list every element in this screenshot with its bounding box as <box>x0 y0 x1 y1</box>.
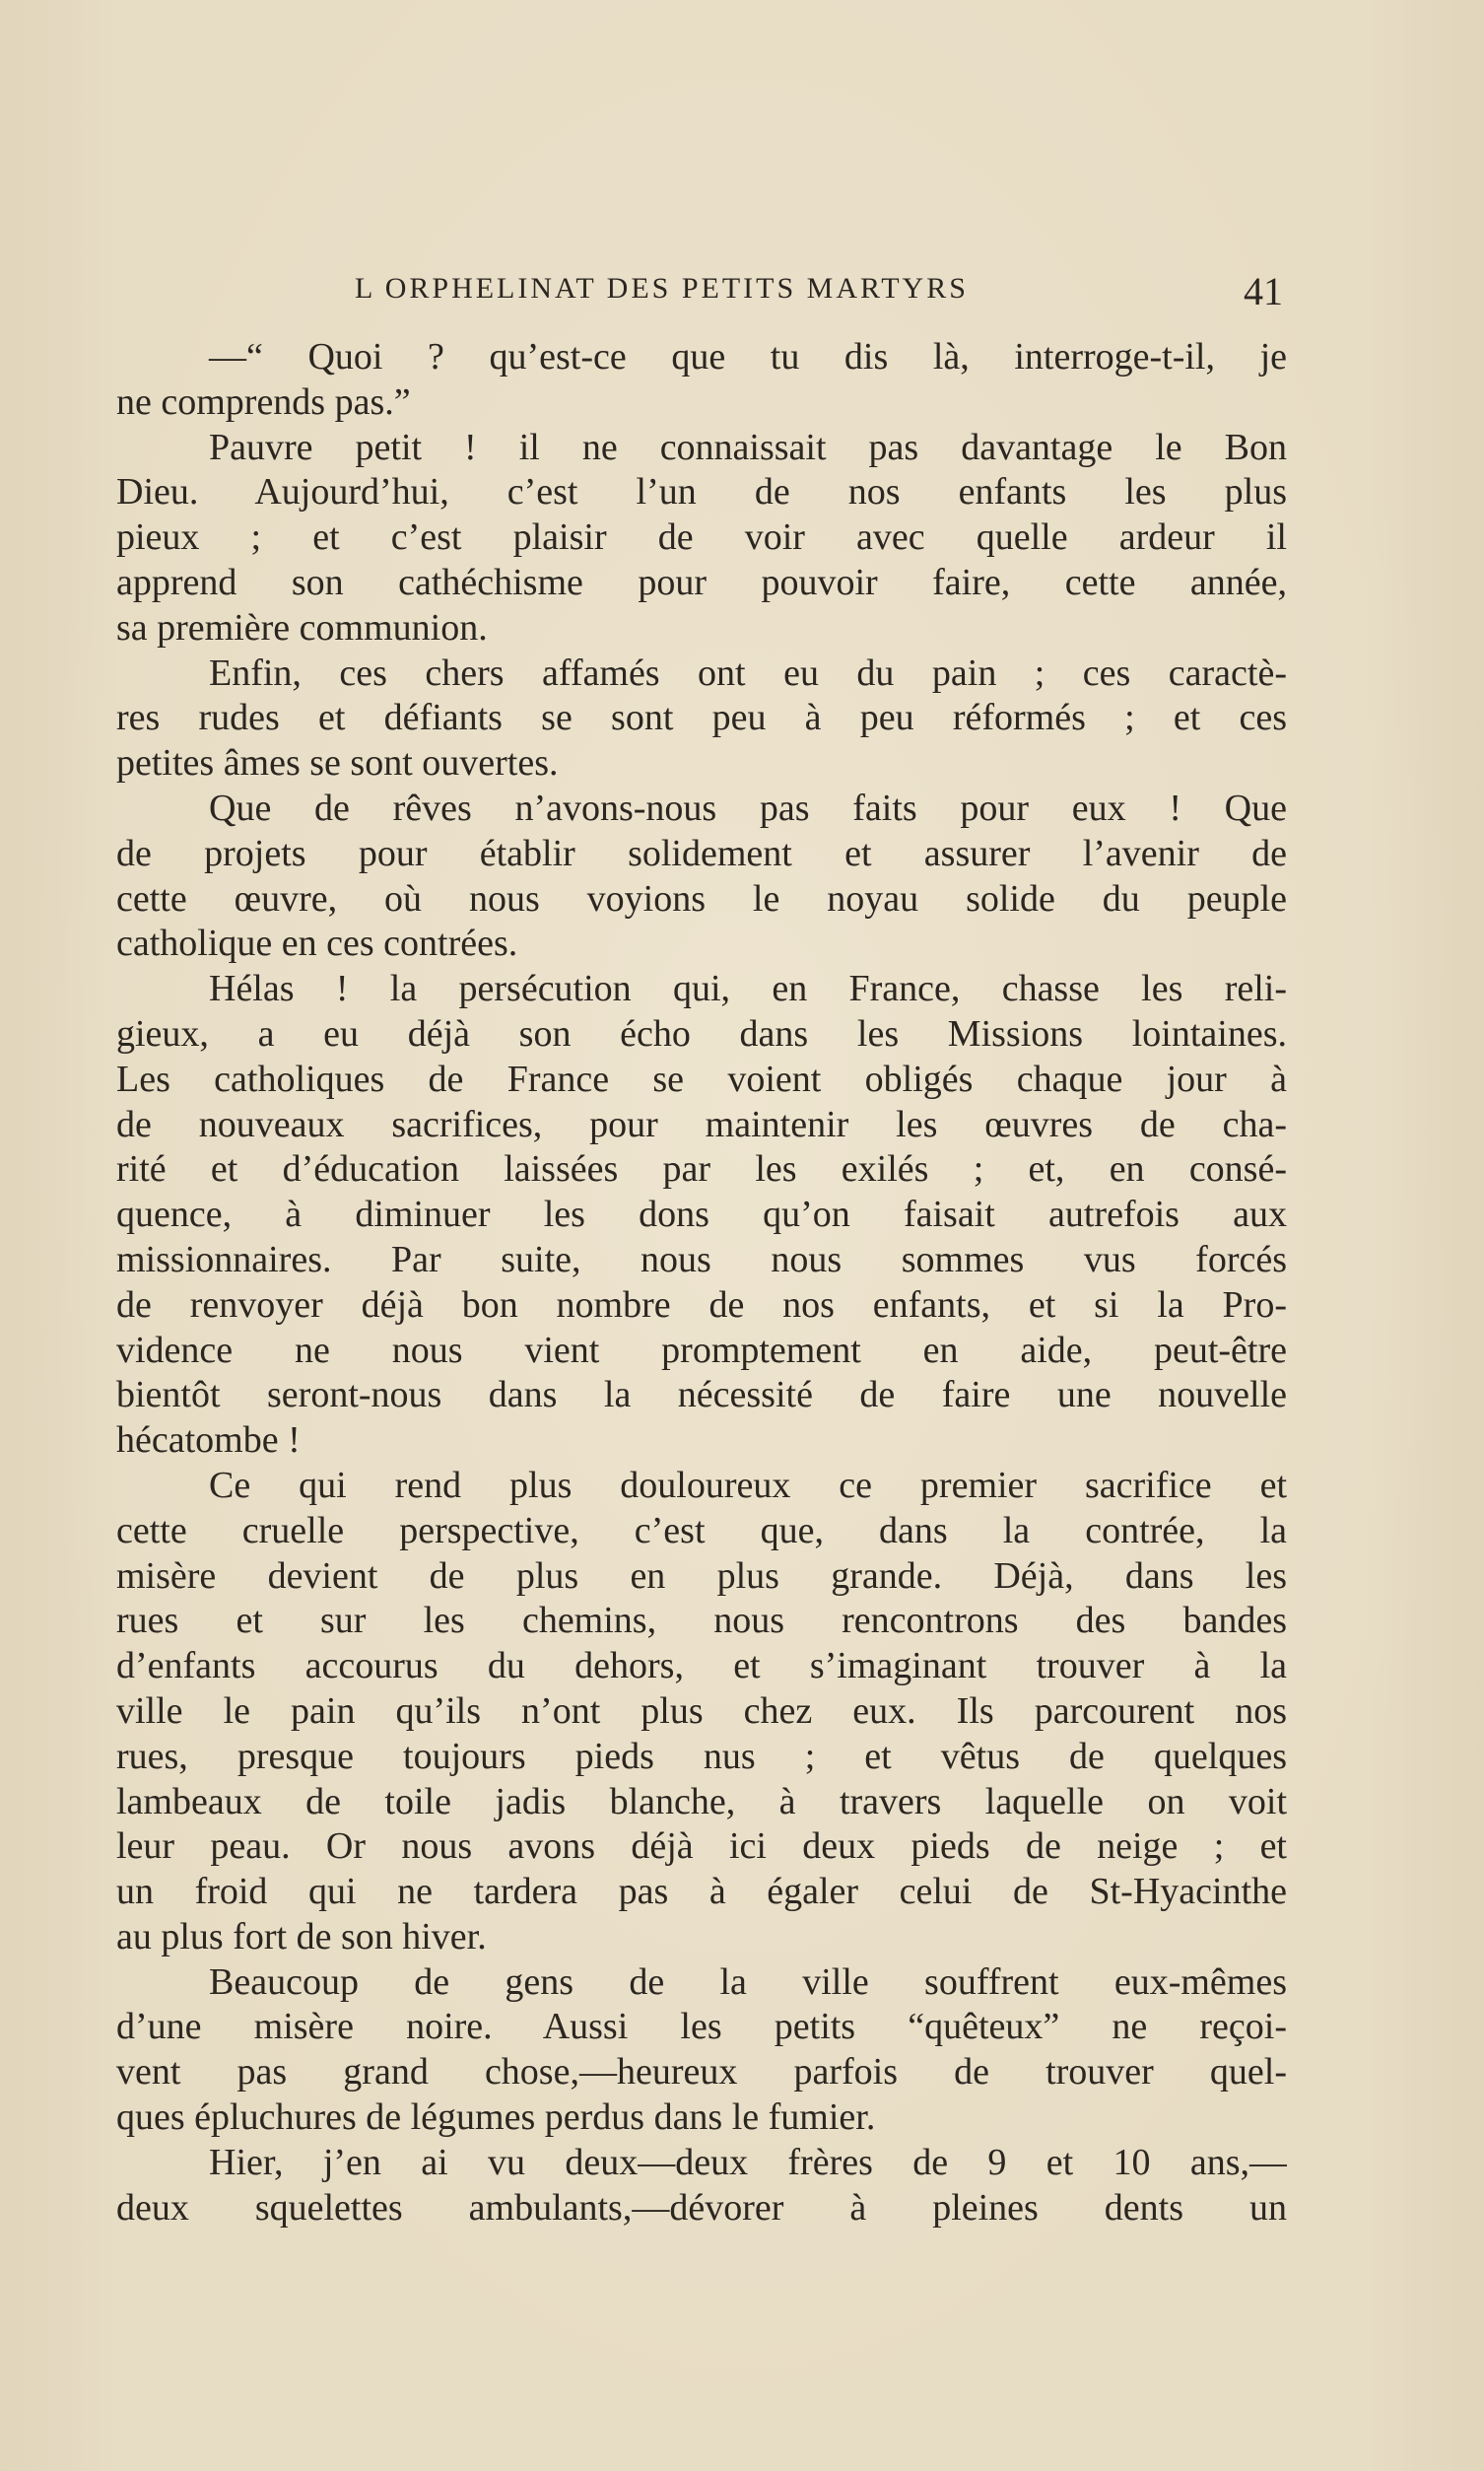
text-line: missionnaires. Par suite, nous nous sommes vus forcés <box>116 1238 1287 1280</box>
text-line: au plus fort de son hiver. <box>116 1915 487 1957</box>
text-line: quence, à diminuer les dons qu’on faisait autrefois aux <box>116 1194 1287 1236</box>
running-title: L ORPHELINAT DES PETITS MARTYRS <box>355 272 969 305</box>
text-line: vidence ne nous vient promptement en aide, peut-être <box>116 1329 1287 1371</box>
body-text <box>116 335 1287 2231</box>
text-line: —“ Quoi ? qu’est-ce que tu dis là, interroge-t-il, je <box>209 336 1287 378</box>
text-line: catholique en ces contrées. <box>116 923 518 965</box>
text-line: res rudes et défiants se sont peu à peu réformés ; et ces <box>116 697 1287 739</box>
text-line: leur peau. Or nous avons déjà ici deux pieds de neige ; et <box>116 1825 1287 1868</box>
text-line: petites âmes se sont ouvertes. <box>116 742 559 785</box>
text-line: Que de rêves n’avons-nous pas faits pour eux ! Que <box>209 787 1287 829</box>
text-line: Beaucoup de gens de la ville souffrent eux-mêmes <box>209 1960 1287 2003</box>
text-line: ques épluchures de légumes perdus dans le fumier. <box>116 2096 876 2139</box>
text-line: Pauvre petit ! il ne connaissait pas davantage le Bon <box>209 426 1287 468</box>
text-line: deux squelettes ambulants,—dévorer à pleines dents un <box>116 2186 1287 2229</box>
text-line: bientôt seront-nous dans la nécessité de faire une nouvelle <box>116 1374 1287 1416</box>
text-line: misère devient de plus en plus grande. Déjà, dans les <box>116 1554 1287 1597</box>
text-line: rues et sur les chemins, nous rencontrons des bandes <box>116 1600 1287 1642</box>
text-line: rues, presque toujours pieds nus ; et vêtus de quelques <box>116 1735 1287 1777</box>
page-number: 41 <box>1244 269 1283 313</box>
text-line: de nouveaux sacrifices, pour maintenir les œuvres de cha- <box>116 1103 1287 1145</box>
text-line: Dieu. Aujourd’hui, c’est l’un de nos enfants les plus <box>116 471 1287 514</box>
text-line: ne comprends pas.” <box>116 380 411 423</box>
text-line: lambeaux de toile jadis blanche, à travers laquelle on voit <box>116 1780 1287 1822</box>
text-line: sa première communion. <box>116 606 488 649</box>
text-line: cette cruelle perspective, c’est que, dans la contrée, la <box>116 1509 1287 1551</box>
text-line: Hier, j’en ai vu deux—deux frères de 9 et 10 ans,— <box>209 2141 1287 2183</box>
text-line: un froid qui ne tardera pas à égaler celui de St-Hyacinthe <box>116 1871 1287 1913</box>
text-line: Hélas ! la persécution qui, en France, chasse les reli- <box>209 968 1287 1010</box>
text-line: rité et d’éducation laissées par les exilés ; et, en consé- <box>116 1148 1287 1191</box>
text-line: apprend son cathéchisme pour pouvoir faire, cette année, <box>116 561 1287 603</box>
text-line: vent pas grand chose,—heureux parfois de trouver quel- <box>116 2051 1287 2093</box>
text-line: cette œuvre, où nous voyions le noyau solide du peuple <box>116 877 1287 920</box>
text-line: Ce qui rend plus douloureux ce premier sacrifice et <box>209 1464 1287 1506</box>
text-line: de projets pour établir solidement et assurer l’avenir de <box>116 832 1287 874</box>
text-line: hécatombe ! <box>116 1419 301 1462</box>
text-line: Enfin, ces chers affamés ont eu du pain ; ces caractè- <box>209 652 1287 694</box>
text-line: d’une misère noire. Aussi les petits “quêteux” ne reçoi- <box>116 2006 1287 2048</box>
text-line: Les catholiques de France se voient obligés chaque jour à <box>116 1058 1287 1100</box>
text-line: de renvoyer déjà bon nombre de nos enfants, et si la Pro- <box>116 1283 1287 1326</box>
text-line: pieux ; et c’est plaisir de voir avec quelle ardeur il <box>116 516 1287 559</box>
text-line: d’enfants accourus du dehors, et s’imaginant trouver à la <box>116 1645 1287 1687</box>
text-line: ville le pain qu’ils n’ont plus chez eux. Ils parcourent nos <box>116 1689 1287 1732</box>
text-line: gieux, a eu déjà son écho dans les Missions lointaines. <box>116 1012 1287 1055</box>
